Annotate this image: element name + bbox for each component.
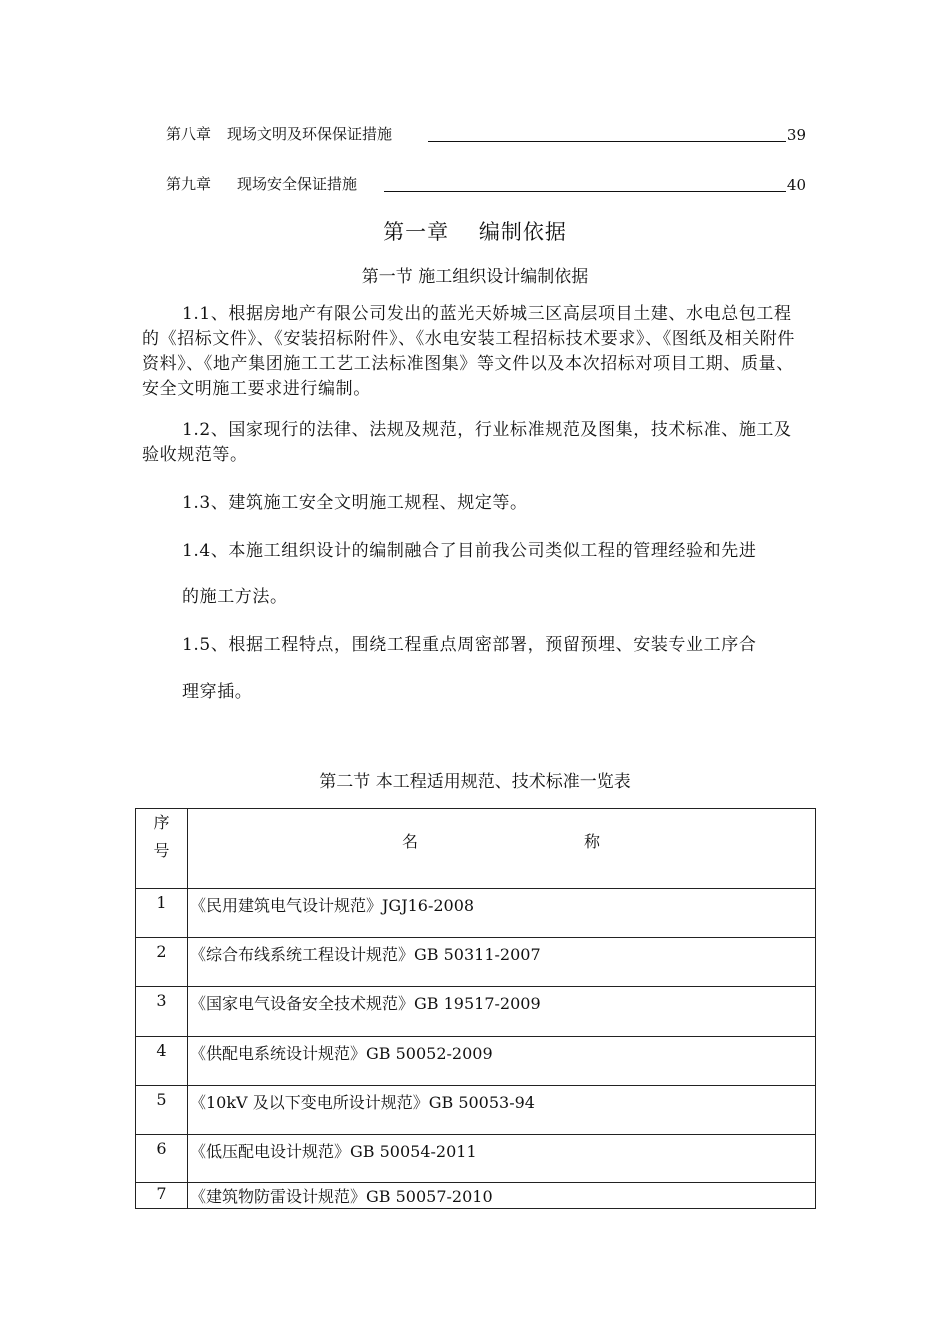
header-number-line2: 号 [153,841,170,860]
chapter-heading: 第一章 编制依据 [383,220,567,244]
row-number: 6 [136,1135,188,1183]
row-standard-name: 《建筑物防雷设计规范》GB 50057-2010 [188,1183,816,1209]
table-row [136,1086,816,1135]
header-name-char2: 称 [584,832,601,851]
table-row [136,1183,816,1209]
toc-entry-label [166,173,357,194]
toc-entry-chapter-9[interactable] [166,170,806,196]
row-number: 1 [136,889,188,938]
toc-chapter: 第九章 [166,175,212,193]
row-standard-name: 《综合布线系统工程设计规范》GB 50311-2007 [188,938,816,987]
row-standard-name: 《10kV 及以下变电所设计规范》GB 50053-94 [188,1086,816,1135]
row-number: 3 [136,987,188,1037]
table-header-row [136,809,816,889]
header-name-char1: 名 [402,832,419,851]
paragraph-1-2: 1.2、国家现行的法律、法规及规范，行业标准规范及图集，技术标准、施工及验收规范等。 [142,420,792,465]
row-number: 5 [136,1086,188,1135]
paragraph-1-4-line1: 1.4、本施工组织设计的编制融合了目前我公司类似工程的管理经验和先进 [182,541,757,561]
table-row [136,889,816,938]
row-standard-name: 《民用建筑电气设计规范》JGJ16-2008 [188,889,816,938]
row-number: 4 [136,1037,188,1086]
row-standard-name: 《国家电气设备安全技术规范》GB 19517-2009 [188,987,816,1037]
header-cell-number [136,809,188,889]
table-row [136,938,816,987]
section-heading-2: 第二节 本工程适用规范、技术标准一览表 [319,772,631,792]
toc-entry-label [166,123,392,144]
toc-chapter: 第八章 [166,125,212,143]
toc-page-number: 39 [786,126,806,144]
header-number-line1: 序 [153,813,170,832]
row-standard-name: 《低压配电设计规范》GB 50054-2011 [188,1135,816,1183]
standards-table [135,808,816,1209]
toc-title: 现场文明及环保保证措施 [227,125,393,143]
header-cell-name [188,809,816,889]
section-heading-1: 第一节 施工组织设计编制依据 [361,267,589,287]
paragraph-1-4-line2: 的施工方法。 [182,587,288,607]
paragraph-1-5-line2: 理穿插。 [182,682,253,702]
row-number: 2 [136,938,188,987]
toc-page-number: 40 [786,176,806,194]
table-row [136,987,816,1037]
toc-leader-line [384,191,786,192]
toc-title: 现场安全保证措施 [237,175,358,193]
toc-leader-line [428,141,786,142]
row-standard-name: 《供配电系统设计规范》GB 50052-2009 [188,1037,816,1086]
toc-entry-chapter-8[interactable] [166,120,806,146]
table-row [136,1037,816,1086]
row-number: 7 [136,1183,188,1209]
paragraph-1-5-line1: 1.5、根据工程特点，围绕工程重点周密部署，预留预埋、安装专业工序合 [182,635,757,655]
paragraph-1-3: 1.3、建筑施工安全文明施工规程、规定等。 [182,493,528,513]
paragraph-1-1: 1.1、根据房地产有限公司发出的蓝光天娇城三区高层项目土建、水电总包工程的《招标文件》、《安装招标附件》、《水电安装工程招标技术要求》、《图纸及相关附件资料》、《地产集团施工工艺工法标准图集》等文件以及本次招标对项目工期、质量、安全文明施工要求进行编制。 [142,304,795,399]
table-row [136,1135,816,1183]
